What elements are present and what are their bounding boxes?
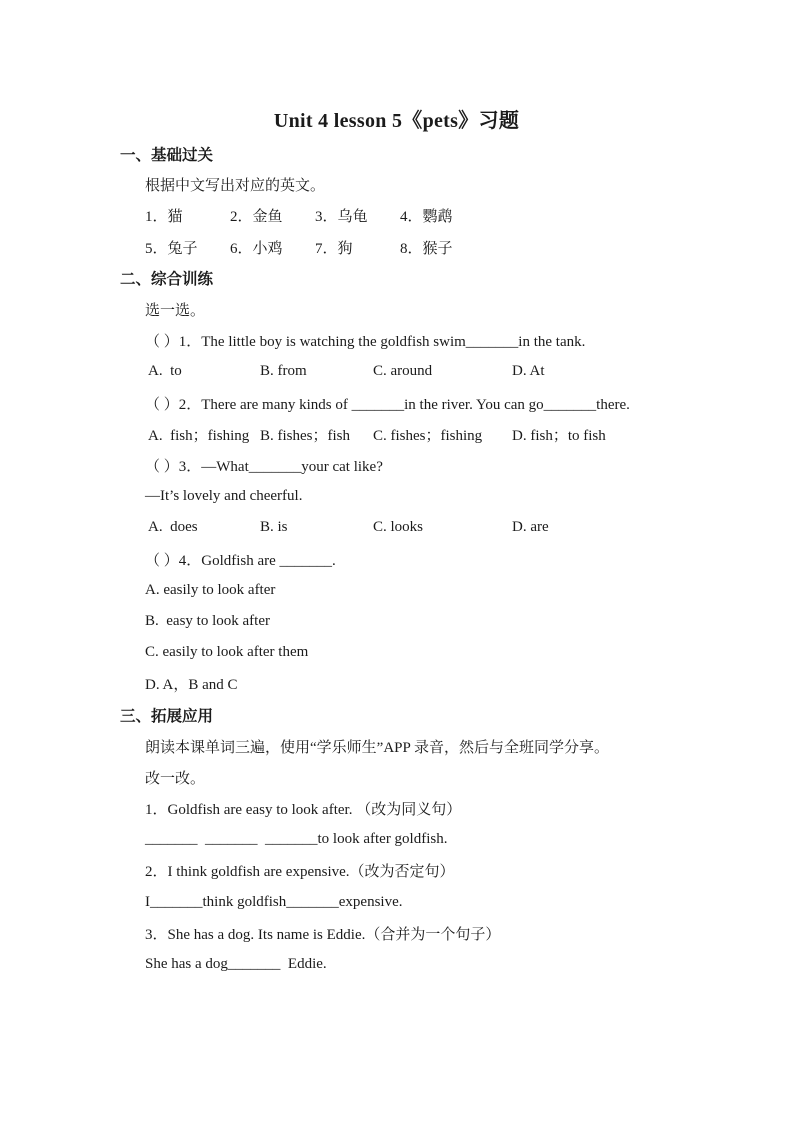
rewrite-item-2-prompt: 2．I think goldfish are expensive.（改为否定句） <box>145 864 455 881</box>
q1-option-c: C. around <box>373 363 433 380</box>
rewrite-item-1-answer: _______ _______ _______to look after goldfish. <box>145 831 448 848</box>
q4-option-c: C. easily to look after them <box>145 644 309 661</box>
word-item-2: 2．金鱼 <box>230 209 283 226</box>
q4-option-b: B. easy to look after <box>145 612 270 629</box>
rewrite-item-2-answer: I_______think goldfish_______expensive. <box>145 893 403 910</box>
section3-instruction-1: 朗读本课单词三遍，使用“学乐师生”APP 录音，然后与全班同学分享。 <box>145 739 610 756</box>
worksheet-title: Unit 4 lesson 5《pets》习题 <box>273 110 520 132</box>
q2-option-d: D. fish；to fish <box>512 427 606 444</box>
word-item-8: 8．猴子 <box>400 240 453 257</box>
worksheet-content <box>0 132 793 980</box>
q1-option-d: D. At <box>512 363 545 380</box>
question-3-followup: —It’s lovely and cheerful. <box>145 488 303 505</box>
question-2-options <box>0 419 793 450</box>
q1-option-a: A. to <box>148 363 182 380</box>
question-1-options <box>0 356 793 387</box>
q1-option-b: B. from <box>260 363 307 380</box>
section2-instruction: 选一选。 <box>145 303 206 320</box>
rewrite-item-1-prompt: 1．Goldfish are easy to look after. （改为同义句） <box>145 802 462 819</box>
section3-heading: 三、拓展应用 <box>120 707 214 725</box>
section1-instruction: 根据中文写出对应的英文。 <box>145 178 326 195</box>
word-item-5: 5．兔子 <box>145 240 198 257</box>
question-1-stem: （ ）1．The little boy is watching the goldfish swim_______in the tank. <box>145 334 586 351</box>
word-list-row2 <box>0 232 793 263</box>
q3-option-a: A. does <box>148 519 198 536</box>
word-item-3: 3．乌龟 <box>315 209 368 226</box>
question-2-stem: （ ）2．There are many kinds of _______in the river. You can go_______there. <box>145 396 630 413</box>
section3-instruction-2: 改一改。 <box>145 770 206 787</box>
q3-option-c: C. looks <box>373 519 424 536</box>
q3-option-b: B. is <box>260 519 288 536</box>
q2-option-a: A. fish；fishing <box>148 427 250 444</box>
word-item-1: 1．猫 <box>145 209 183 226</box>
rewrite-item-3-answer: She has a dog_______ Eddie. <box>145 955 327 972</box>
section1-heading: 一、基础过关 <box>120 146 214 164</box>
q2-option-c: C. fishes；fishing <box>373 427 483 444</box>
question-3-options <box>0 512 793 543</box>
question-4-stem: （ ）4．Goldfish are _______. <box>145 552 336 569</box>
word-item-6: 6．小鸡 <box>230 240 283 257</box>
word-item-7: 7．狗 <box>315 240 353 257</box>
question-3-stem: （ ）3．—What_______your cat like? <box>145 458 383 475</box>
q3-option-d: D. are <box>512 519 549 536</box>
word-item-4: 4．鹦鹉 <box>400 209 453 226</box>
word-list-row1 <box>0 200 793 231</box>
rewrite-item-3-prompt: 3．She has a dog. Its name is Eddie.（合并为一个句子） <box>145 926 501 943</box>
q4-option-d: D. A，B and C <box>145 677 238 694</box>
q2-option-b: B. fishes；fish <box>260 427 351 444</box>
section2-heading: 二、综合训练 <box>120 271 214 289</box>
q4-option-a: A. easily to look after <box>145 581 276 598</box>
